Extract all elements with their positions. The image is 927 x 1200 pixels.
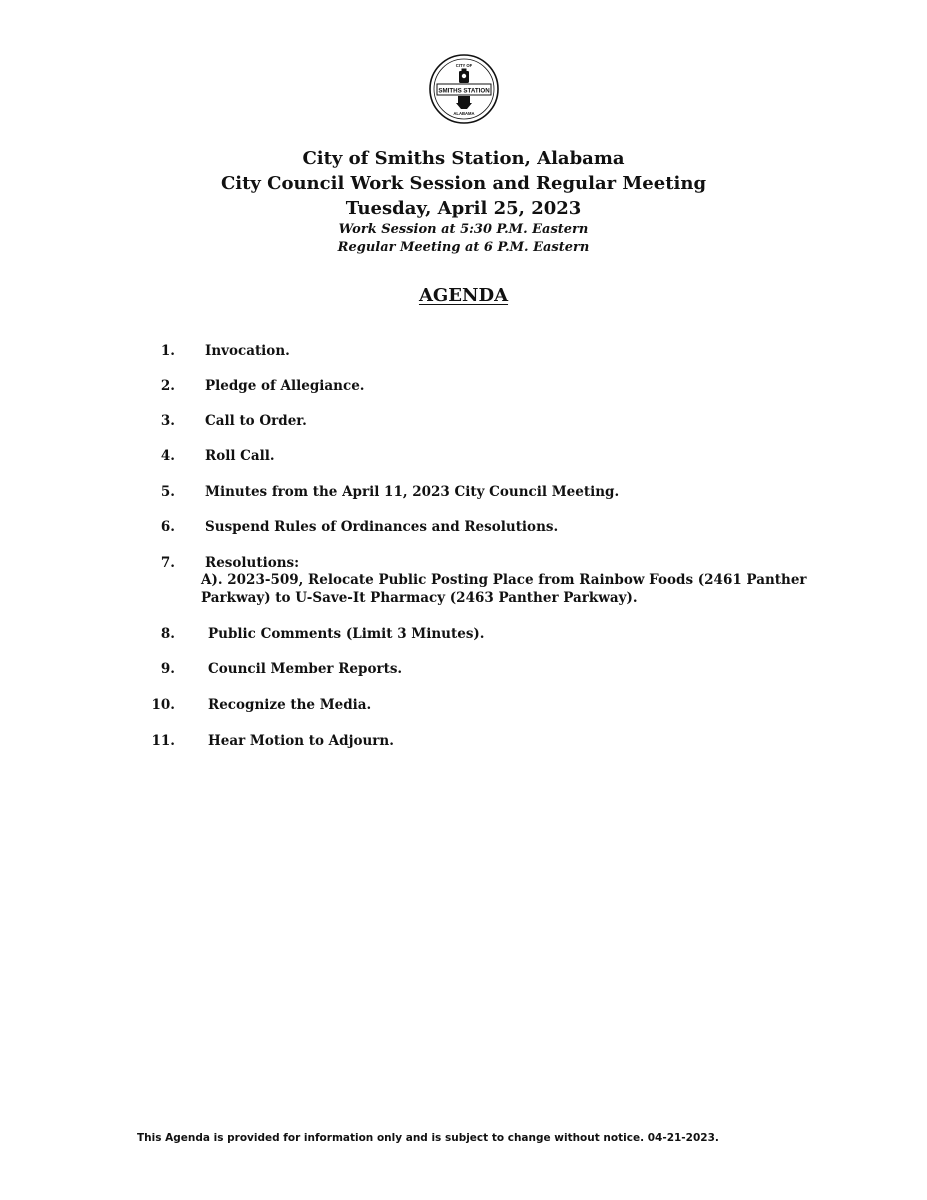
agenda-item-number: 2.	[160, 378, 175, 394]
agenda-item-number: 4.	[160, 448, 175, 464]
city-title: City of Smiths Station, Alabama	[302, 148, 625, 169]
agenda-item-number: 7.	[160, 555, 175, 571]
agenda-item-text: Hear Motion to Adjourn.	[208, 733, 394, 749]
work-session-time: Work Session at 5:30 P.M. Eastern	[338, 222, 589, 237]
agenda-item-text: Resolutions:	[205, 555, 300, 571]
agenda-item-number: 10.	[151, 697, 175, 713]
agenda-heading-text: AGENDA	[418, 285, 509, 306]
agenda-item-text: Invocation.	[205, 343, 290, 359]
agenda-item-text: Pledge of Allegiance.	[205, 378, 365, 394]
agenda-heading	[0, 284, 927, 307]
agenda-item-text: Minutes from the April 11, 2023 City Council Meeting.	[205, 484, 620, 500]
agenda-item-text: Roll Call.	[205, 448, 275, 464]
agenda-item-text: Call to Order.	[205, 413, 307, 429]
seal-graphic	[429, 54, 499, 124]
agenda-item-number: 1.	[160, 343, 175, 359]
agenda-item-number: 5.	[160, 484, 175, 500]
agenda-item-number: 9.	[160, 661, 175, 677]
agenda-item-number: 11.	[151, 733, 175, 749]
agenda-item-text: Public Comments (Limit 3 Minutes).	[208, 626, 485, 642]
agenda-item-number: 3.	[160, 413, 175, 429]
seal-bottom-text: ALABAMA	[453, 111, 475, 116]
seal-center-text: SMITHS STATION	[438, 87, 490, 95]
seal-top-text: CITY OF	[455, 63, 473, 68]
meeting-date: Tuesday, April 25, 2023	[345, 198, 582, 219]
footer-disclaimer: This Agenda is provided for information only and is subject to change without notice. 04-21-2023.	[137, 1132, 719, 1144]
agenda-item-number: 8.	[160, 626, 175, 642]
agenda-item-text: Suspend Rules of Ordinances and Resolutions.	[205, 519, 559, 535]
resolution-subitem-line: Parkway) to U-Save-It Pharmacy (2463 Panther Parkway).	[201, 590, 638, 606]
agenda-item-text: Recognize the Media.	[208, 697, 372, 713]
meeting-title: City Council Work Session and Regular Meeting	[220, 173, 707, 194]
resolution-subitem-line: A). 2023-509, Relocate Public Posting Place from Rainbow Foods (2461 Panther	[201, 572, 807, 588]
regular-meeting-time: Regular Meeting at 6 P.M. Eastern	[337, 240, 590, 255]
city-seal-logo	[429, 54, 499, 124]
agenda-item-text: Council Member Reports.	[208, 661, 403, 677]
agenda-item-number: 6.	[160, 519, 175, 535]
